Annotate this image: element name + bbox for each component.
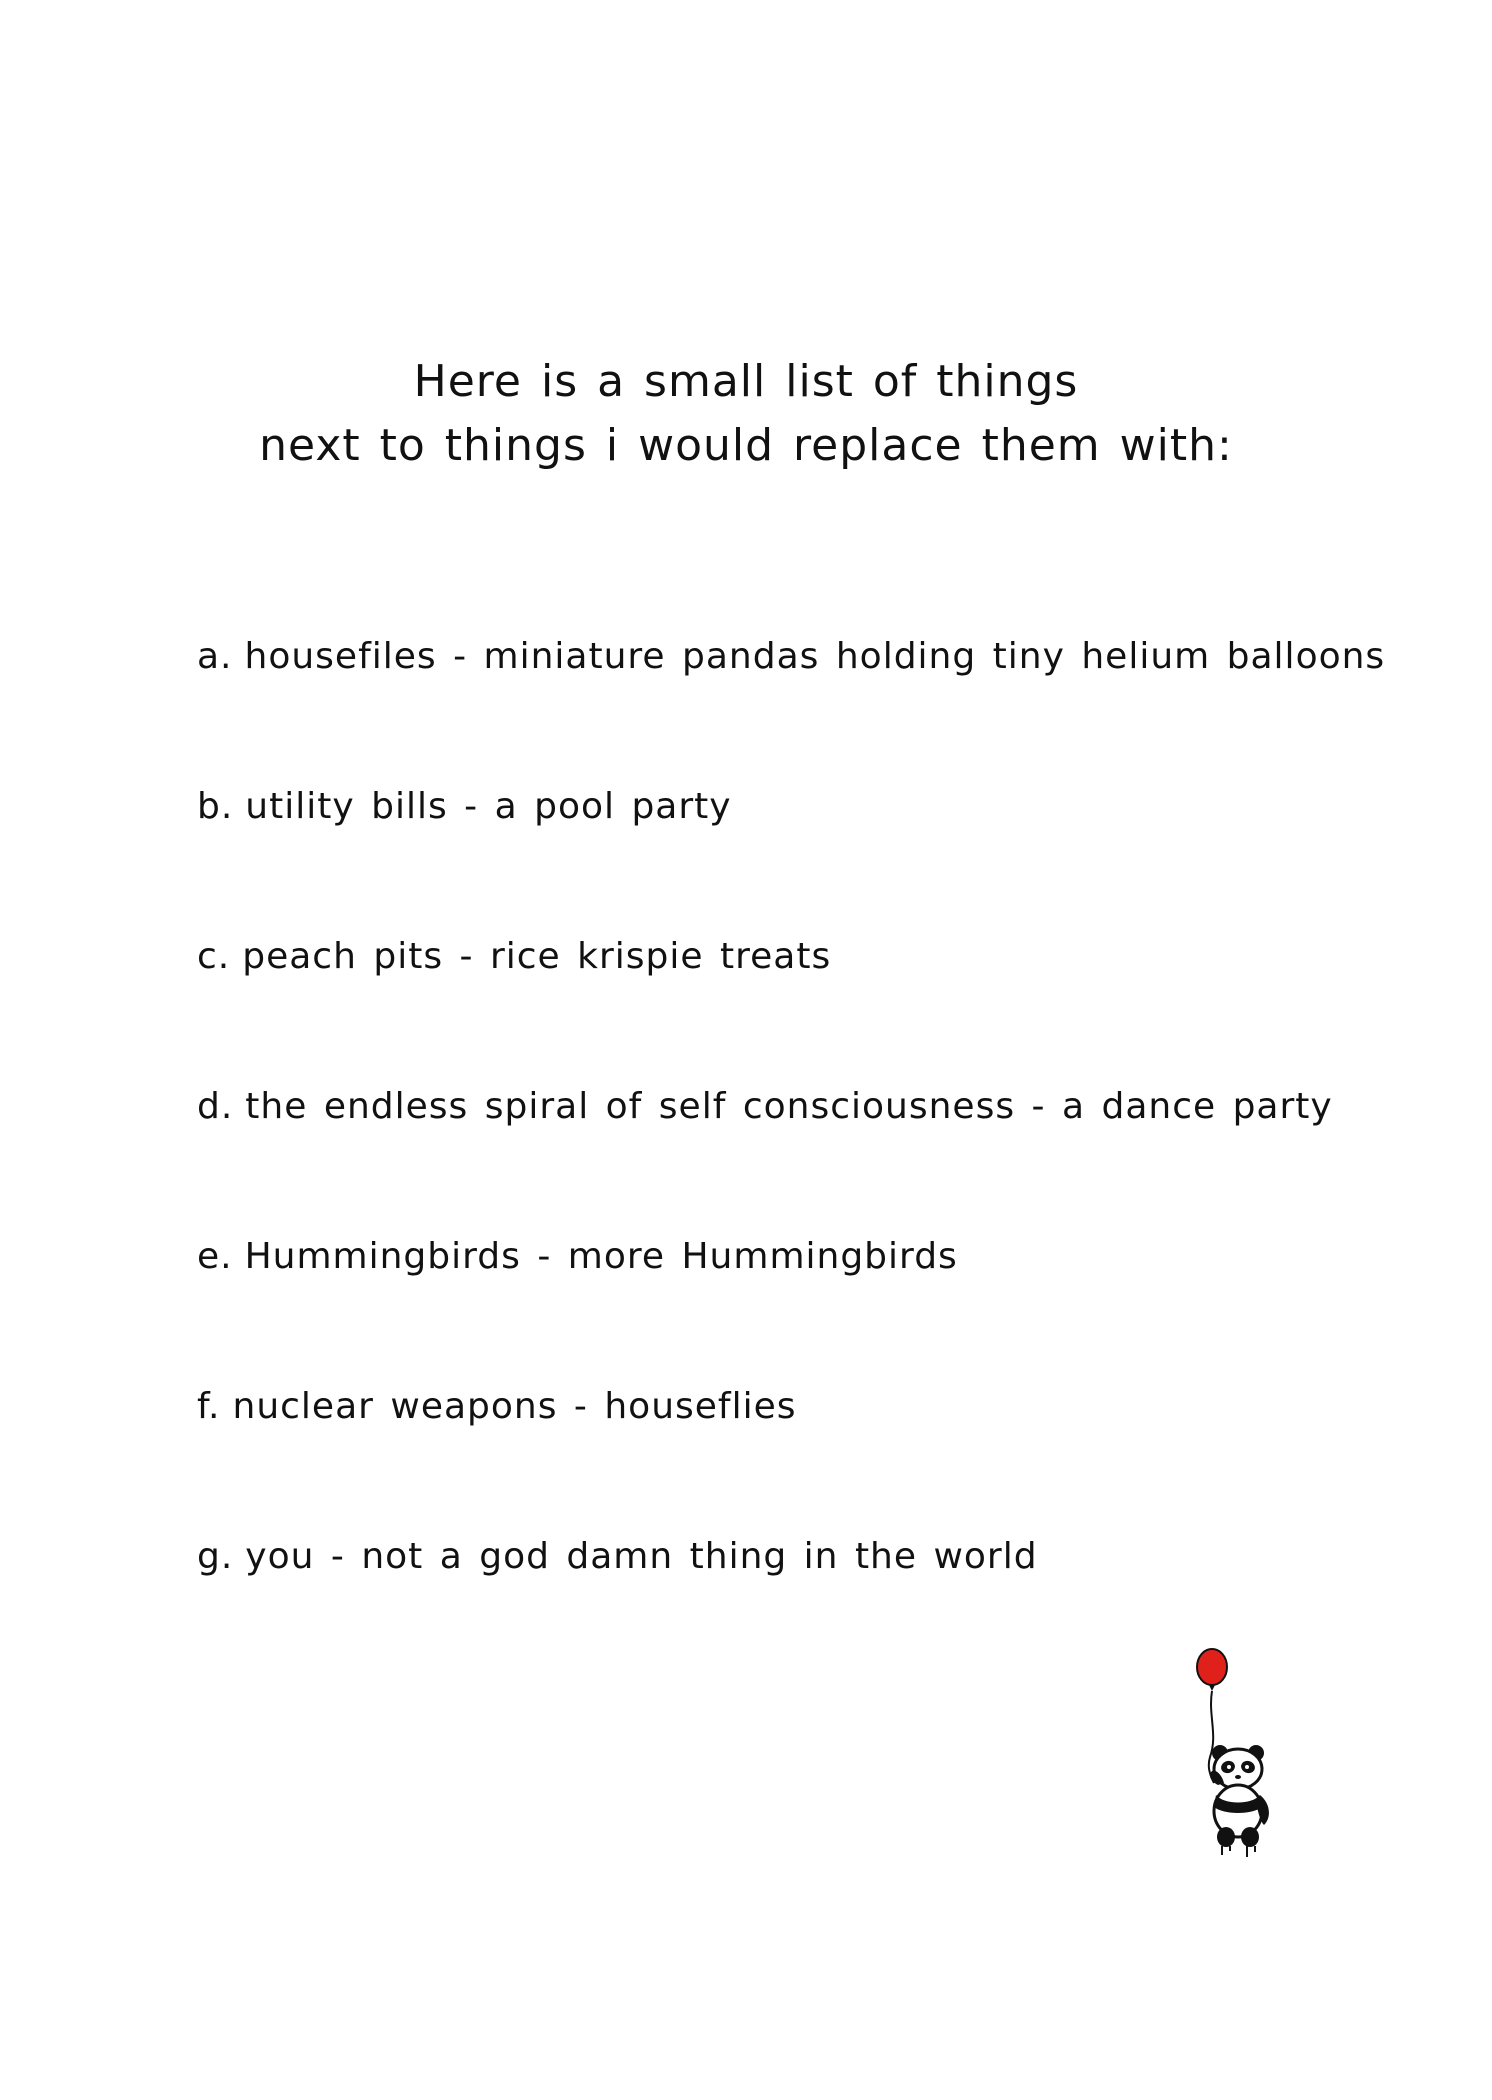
list-item-text: peach pits - rice krispie treats <box>242 936 832 977</box>
list-item-marker: e. <box>197 1236 233 1277</box>
list-item <box>197 782 1457 932</box>
list-item-text: utility bills - a pool party <box>245 786 732 827</box>
list-item-marker: f. <box>197 1386 221 1427</box>
list-item <box>197 932 1457 1082</box>
balloon-icon <box>1197 1649 1227 1685</box>
list-item <box>197 1382 1457 1532</box>
list-item-marker: a. <box>197 636 233 677</box>
title-line-2: next to things i would replace them with: <box>259 420 1233 471</box>
list-item-text: you - not a god damn thing in the world <box>245 1536 1038 1577</box>
list-item-marker: b. <box>197 786 234 827</box>
list-item <box>197 1232 1457 1382</box>
replacement-list <box>197 632 1457 1682</box>
list-item <box>197 632 1457 782</box>
list-item-text: nuclear weapons - houseflies <box>232 1386 797 1427</box>
list-item <box>197 1082 1457 1232</box>
list-item-text: housefiles - miniature pandas holding tiny helium balloons <box>244 636 1386 677</box>
list-item-marker: d. <box>197 1086 234 1127</box>
title-line-1: Here is a small list of things <box>413 356 1079 407</box>
list-item-text: the endless spiral of self consciousness - a dance party <box>245 1086 1333 1127</box>
list-item-marker: g. <box>197 1536 234 1577</box>
page-title <box>0 350 1492 478</box>
list-item-text: Hummingbirds - more Hummingbirds <box>244 1236 958 1277</box>
list-item-marker: c. <box>197 936 231 977</box>
panda-with-balloon-icon <box>1180 1645 1300 1865</box>
